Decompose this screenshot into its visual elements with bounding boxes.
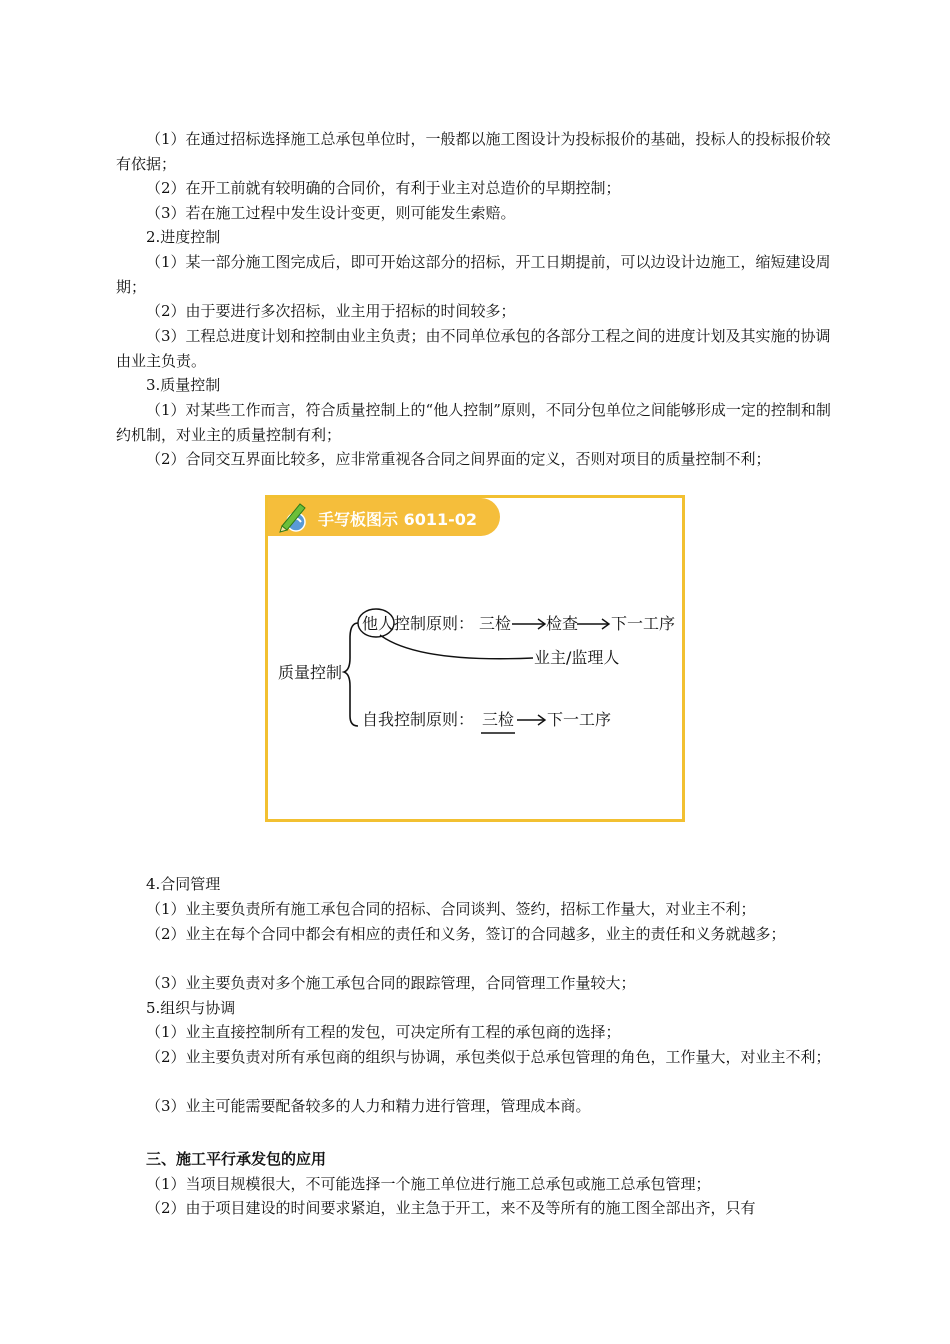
branch2-step1: 三检 bbox=[482, 710, 515, 729]
paragraph-5: （2）由于要进行多次招标，业主用于招标的时间较多； bbox=[146, 302, 516, 320]
paragraph-1: （1）在通过招标选择施工总承包单位时，一般都以施工图设计为投标报价的基础，投标人的投标报价较有依据； bbox=[116, 130, 831, 173]
section-heading-organization: 5.组织与协调 bbox=[146, 999, 236, 1017]
diagram-canvas bbox=[268, 498, 682, 819]
paragraph-8: （2）合同交互界面比较多，应非常重视各合同之间界面的定义，否则对项目的质量控制不利； bbox=[146, 450, 771, 468]
paragraph-15: （1）当项目规模很大，不可能选择一个施工单位进行施工总承包或施工总承包管理； bbox=[146, 1175, 711, 1193]
note-connector-line bbox=[380, 635, 533, 659]
paragraph-6: （3）工程总进度计划和控制由业主负责；由不同单位承包的各部分工程之间的进度计划及其实施的协调由业主负责。 bbox=[116, 327, 831, 370]
paragraph-4: （1）某一部分施工图完成后，即可开始这部分的招标，开工日期提前，可以边设计边施工，缩短建设周期； bbox=[116, 253, 831, 296]
paragraph-11: （3）业主要负责对多个施工承包合同的跟踪管理，合同管理工作量较大； bbox=[146, 974, 636, 992]
paragraph-16: （2）由于项目建设的时间要求紧迫，业主急于开工，来不及等所有的施工图全部出齐，只有 bbox=[146, 1199, 756, 1217]
section-heading-contract: 4.合同管理 bbox=[146, 875, 221, 893]
pencil-icon bbox=[274, 500, 310, 534]
diagram-banner bbox=[268, 498, 500, 536]
branch1-step3: 下一工序 bbox=[611, 614, 676, 633]
handwriting-diagram bbox=[265, 495, 685, 822]
paragraph-13: （2）业主要负责对所有承包商的组织与协调，承包类似于总承包管理的角色，工作量大，对业主不利； bbox=[146, 1048, 831, 1066]
root-node: 质量控制 bbox=[278, 663, 343, 682]
section-heading-application: 三、施工平行承发包的应用 bbox=[146, 1150, 327, 1168]
branch1-step2: 检查 bbox=[546, 614, 579, 633]
section-heading-progress: 2.进度控制 bbox=[146, 228, 221, 246]
paragraph-10: （2）业主在每个合同中都会有相应的责任和义务，签订的合同越多，业主的责任和义务就越多； bbox=[146, 925, 786, 943]
section-heading-quality: 3.质量控制 bbox=[146, 376, 221, 394]
paragraph-7: （1）对某些工作而言，符合质量控制上的“他人控制”原则，不同分包单位之间能够形成一定的控制和制约机制，对业主的质量控制有利； bbox=[116, 401, 831, 444]
branch1-label: 他人控制原则： bbox=[362, 614, 475, 633]
paragraph-3: （3）若在施工过程中发生设计变更，则可能发生索赔。 bbox=[146, 204, 516, 222]
branch1-note: 业主/监理人 bbox=[534, 648, 620, 667]
banner-title: 手写板图示 6011-02 bbox=[318, 510, 478, 529]
branch2-step2: 下一工序 bbox=[547, 710, 612, 729]
brace-line bbox=[344, 623, 358, 726]
paragraph-12: （1）业主直接控制所有工程的发包，可决定所有工程的承包商的选择； bbox=[146, 1023, 621, 1041]
paragraph-14: （3）业主可能需要配备较多的人力和精力进行管理，管理成本商。 bbox=[146, 1097, 591, 1115]
paragraph-2: （2）在开工前就有较明确的合同价，有利于业主对总造价的早期控制； bbox=[146, 179, 621, 197]
branch1-step1: 三检 bbox=[479, 614, 512, 633]
branch2-label: 自我控制原则： bbox=[362, 710, 475, 729]
paragraph-9: （1）业主要负责所有施工承包合同的招标、合同谈判、签约，招标工作量大，对业主不利； bbox=[146, 900, 756, 918]
